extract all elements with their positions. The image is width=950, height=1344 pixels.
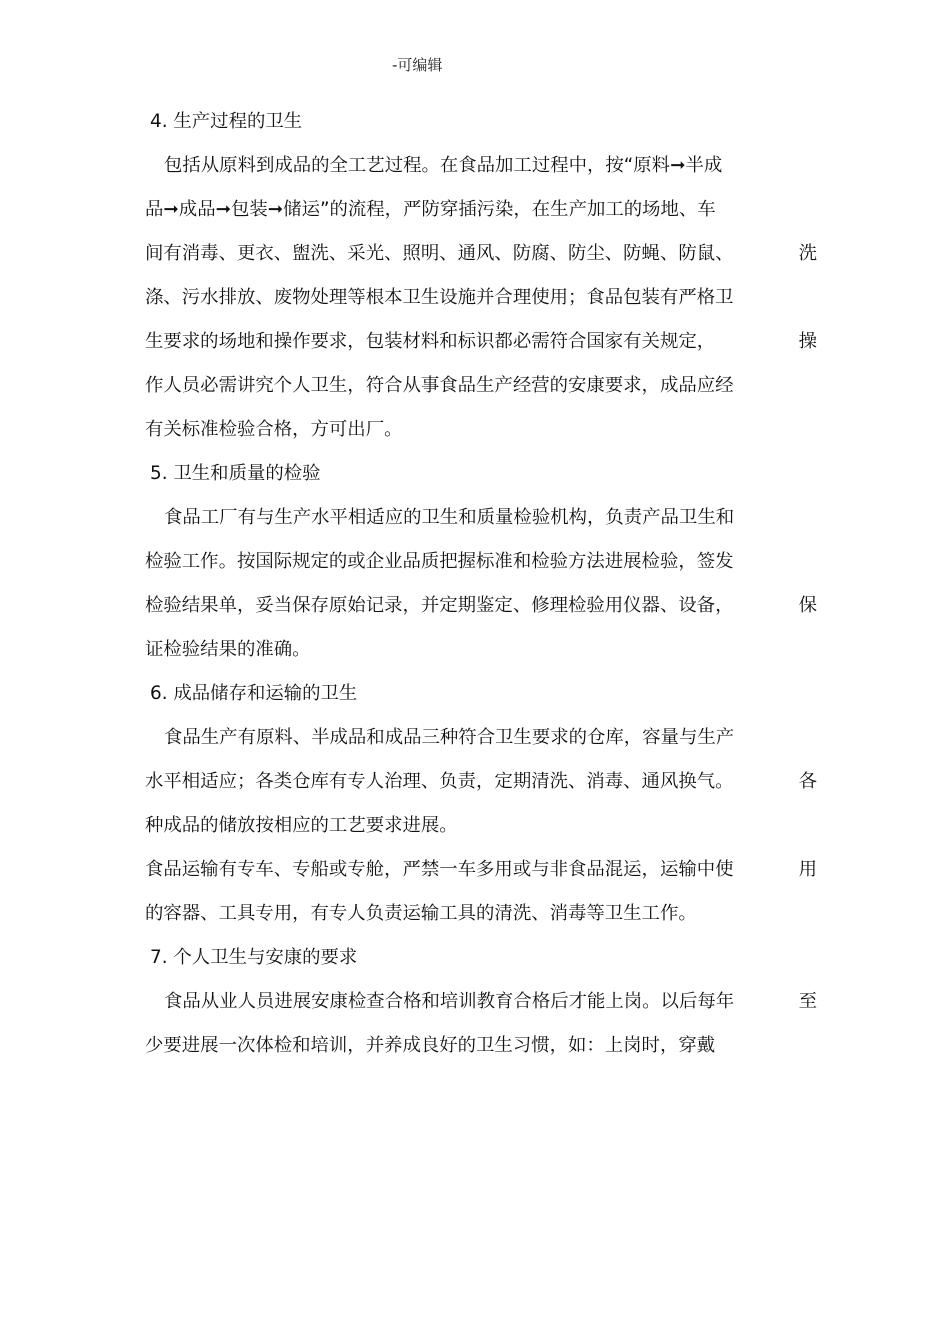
paragraph-line: 种成品的储放按相应的工艺要求进展。: [145, 815, 458, 836]
line-text: 洗: [798, 243, 817, 264]
paragraph-line: [145, 232, 817, 276]
paragraph-line: 检验工作。按国际规定的或企业品质把握标准和检验方法进展检验，签发: [145, 551, 734, 572]
line-text: 操: [798, 331, 817, 352]
line-text: 各: [798, 771, 817, 792]
line-text: 保: [798, 595, 817, 616]
paragraph-line: [145, 848, 817, 892]
paragraph-line: 包括从原料到成品的全工艺过程。在食品加工过程中，按“原料➞半成: [164, 155, 723, 176]
page-header: -可编辑: [392, 56, 443, 74]
section-heading: 7. 个人卫生与安康的要求: [150, 947, 358, 968]
paragraph-line: 食品工厂有与生产水平相适应的卫生和质量检验机构，负责产品卫生和: [164, 507, 735, 528]
line-text: 用: [798, 859, 817, 880]
section-heading: 5. 卫生和质量的检验: [150, 463, 321, 484]
paragraph-line: 少要进展一次体检和培训，并养成良好的卫生习惯，如：上岗时，穿戴: [145, 1035, 716, 1056]
paragraph-line: 作人员必需讲究个人卫生，符合从事食品生产经营的安康要求，成品应经: [145, 375, 734, 396]
paragraph-line: [145, 980, 817, 1024]
section-heading: 6. 成品储存和运输的卫生: [150, 683, 358, 704]
paragraph-line: 有关标准检验合格，方可出厂。: [145, 419, 403, 440]
line-text: 生要求的场地和操作要求，包装材料和标识都必需符合国家有关规定，: [145, 331, 716, 352]
paragraph-line: 食品生产有原料、半成品和成品三种符合卫生要求的仓库，容量与生产: [164, 727, 735, 748]
paragraph-line: [145, 584, 817, 628]
document-body: [145, 100, 817, 1068]
paragraph-line: 证检验结果的准确。: [145, 639, 311, 660]
line-text: 间有消毒、更衣、盥洗、采光、照明、通风、防腐、防尘、防蝇、防鼠、: [145, 243, 734, 264]
line-text: 食品运输有专车、专船或专舱，严禁一车多用或与非食品混运，运输中使: [145, 859, 734, 880]
paragraph-line: [145, 760, 817, 804]
paragraph-line: 涤、污水排放、废物处理等根本卫生设施并合理使用；食品包装有严格卫: [145, 287, 734, 308]
line-text: 检验结果单，妥当保存原始记录，并定期鉴定、修理检验用仪器、设备，: [145, 595, 734, 616]
line-text: 至: [798, 991, 817, 1012]
paragraph-line: 的容器、工具专用，有专人负责运输工具的清洗、消毒等卫生工作。: [145, 903, 697, 924]
section-heading: 4. 生产过程的卫生: [150, 111, 303, 132]
line-text: 食品从业人员进展安康检查合格和培训教育合格后才能上岗。以后每年: [164, 991, 735, 1012]
line-text: 水平相适应；各类仓库有专人治理、负责，定期清洗、消毒、通风换气。: [145, 771, 734, 792]
paragraph-line: [145, 320, 817, 364]
paragraph-line: 品➞成品➞包装➞储运”的流程，严防穿插污染，在生产加工的场地、车: [145, 199, 716, 220]
